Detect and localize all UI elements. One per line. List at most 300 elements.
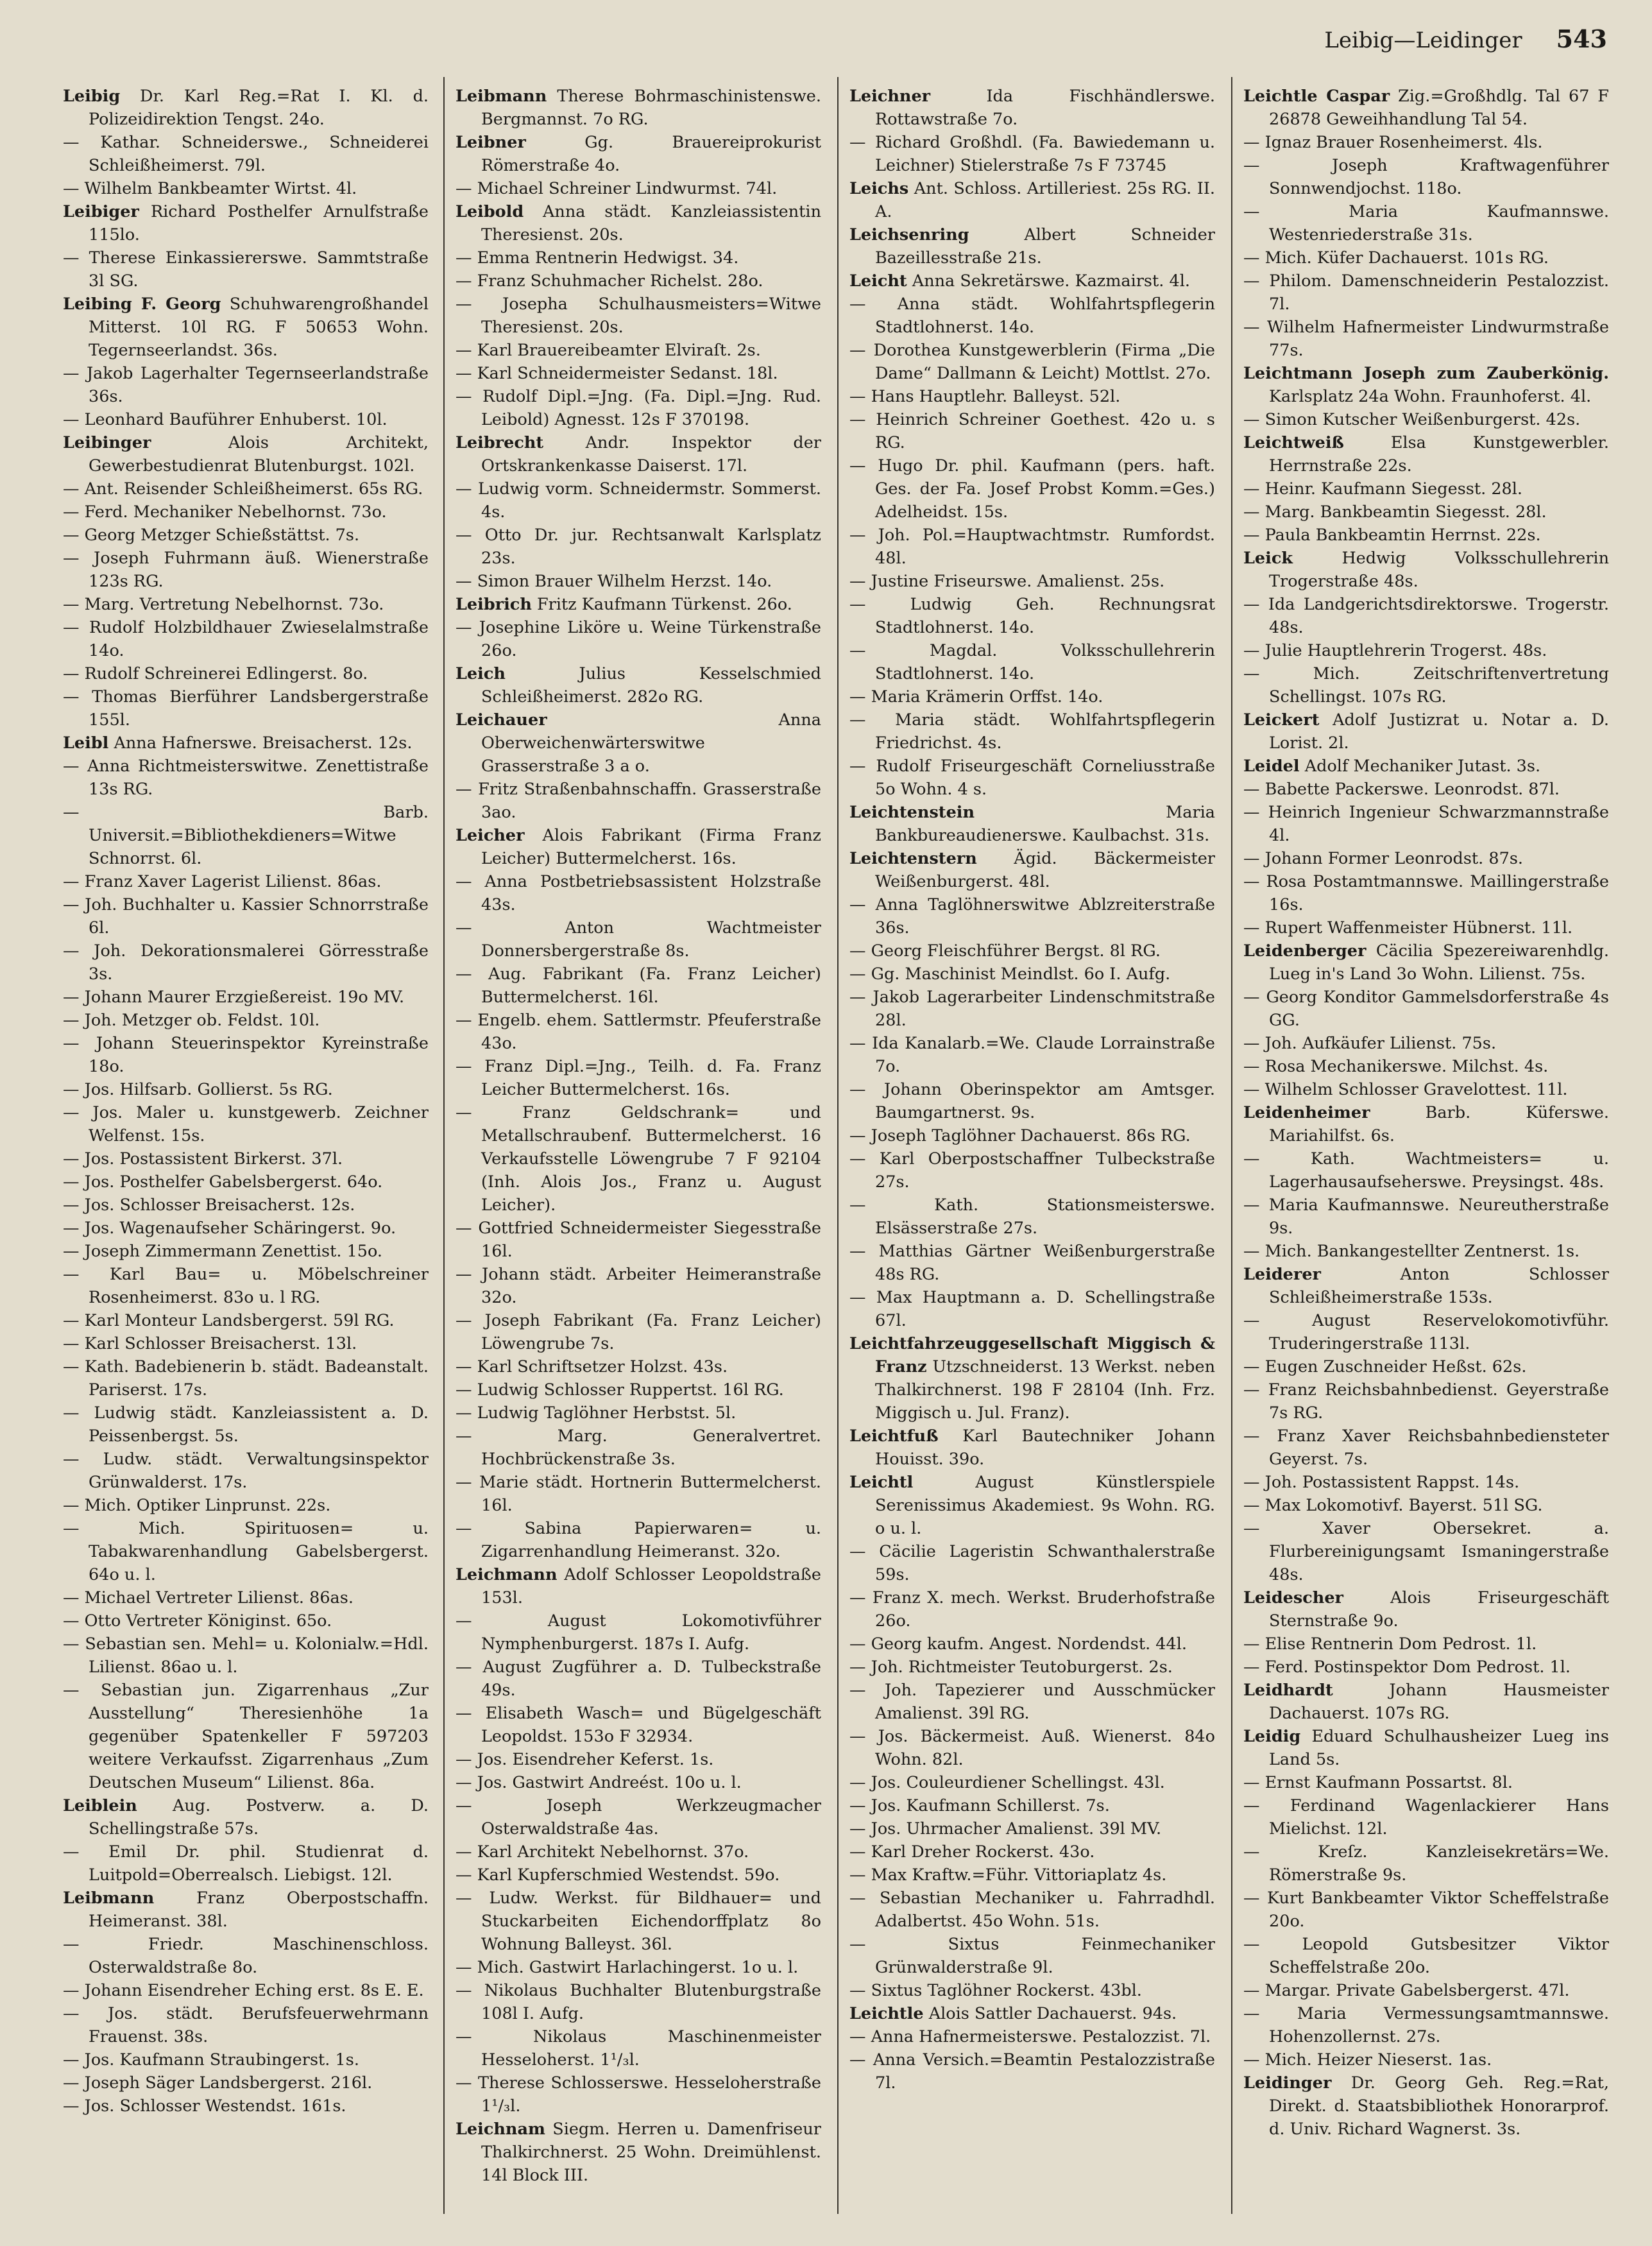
entry-text: — Wilhelm Bankbeamter Wirtst. 4l. [63,179,357,198]
entry-text: — Maria Vermessungsamtmannswe. Hohenzollernst. 27s. [1243,2004,1609,2046]
entry-text: — Karl Schneidermeister Sedanst. 18l. [456,364,778,383]
entry-text: — Mich. Gastwirt Harlachingerst. 1o u. l. [456,1958,799,1977]
entry-text: — Hans Hauptlehr. Balleyst. 52l. [849,387,1121,406]
directory-entry [456,1794,821,1840]
directory-entry [849,1425,1215,1471]
directory-entry [1243,477,1609,501]
directory-entry [1243,1887,1609,1933]
directory-entry [849,1286,1215,1332]
directory-entry [1243,916,1609,939]
directory-entry [849,408,1215,454]
entry-text: — Karl Dreher Rockerst. 43o. [849,1842,1095,1862]
directory-entry [849,1124,1215,1147]
entry-text: — Joh. Postassistent Rappst. 14s. [1243,1473,1520,1492]
directory-entry [456,1979,821,2025]
entry-text: — Joseph Kraftwagenführer Sonnwendjochst. 118o. [1243,156,1609,198]
directory-entry [849,1840,1215,1864]
entry-text: — Kurt Bankbeamter Viktor Scheffelstraße 20o. [1243,1889,1609,1931]
entry-text: Adolf Justizrat u. Notar a. D. Lorist. 2l. [1269,710,1609,753]
directory-entry [456,1471,821,1517]
directory-entry [63,1679,429,1794]
directory-entry [849,524,1215,570]
entry-text: — Kathar. Schneiderswe., Schneiderei Schleißheimerst. 79l. [63,133,429,175]
entry-text: — Ida Kanalarb.=We. Claude Lorrainstraße 7o. [849,1034,1215,1076]
directory-entry [1243,408,1609,431]
directory-entry [1243,2048,1609,2071]
entry-text: — Karl Bau= u. Möbelschreiner Rosenheimerst. 83o u. l RG. [63,1265,429,1307]
directory-entry [456,1055,821,1101]
entry-text: Ägid. Bäckermeister Weißenburgerst. 48l. [875,849,1215,891]
directory-entry [1243,801,1609,847]
entry-text: — Joh. Richtmeister Teutoburgerst. 2s. [849,1658,1173,1677]
entry-surname: Leidenheimer [1243,1103,1370,1122]
entry-text: — Mich. Spirituosen= u. Tabakwarenhandlung Gabelsbergerst. 64o u. l. [63,1519,429,1584]
entry-text: — Ferd. Mechaniker Nebelhornst. 73o. [63,502,387,522]
entry-text: — Matthias Gärtner Weißenburgerstraße 48s RG. [849,1242,1215,1284]
directory-entry [1243,154,1609,200]
directory-entry [456,131,821,177]
entry-text: — Marg. Vertretung Nebelhornst. 73o. [63,595,384,614]
directory-entry [1243,1494,1609,1517]
directory-entry [456,177,821,200]
entry-text: — Karl Architekt Nebelhornst. 37o. [456,1842,749,1862]
entry-text: — Rudolf Dipl.=Jng. (Fa. Dipl.=Jng. Rud. Leibold) Agnesst. 12s F 370198. [456,387,821,429]
entry-text: — Cäcilie Lageristin Schwanthalerstraße 59s. [849,1542,1215,1584]
directory-entry [849,755,1215,801]
entry-text: Eduard Schulhausheizer Lueg ins Land 5s. [1269,1727,1609,1769]
entry-surname: Leiderer [1243,1265,1321,1284]
entry-text: — Jakob Lagerhalter Tegernseerlandstraße 36s. [63,364,429,406]
directory-entry [456,708,821,778]
directory-entry [456,824,821,870]
column-rule [1231,77,1232,2214]
entry-surname: Leichtfuß [849,1427,939,1446]
entry-text: — Ludw. städt. Verwaltungsinspektor Grünwalderst. 17s. [63,1450,429,1492]
entry-text: — Joseph Säger Landsbergerst. 216l. [63,2073,373,2093]
entry-text: — Ludwig Geh. Rechnungsrat Stadtlohnerst. 14o. [849,595,1215,637]
directory-entry [456,570,821,593]
entry-text: — Hugo Dr. phil. Kaufmann (pers. haft. Ges. der Fa. Josef Probst Komm.=Ges.) Adelheidst. 15s. [849,456,1215,522]
entry-surname: Leibmann [63,1889,155,1908]
directory-entry [63,362,429,408]
entry-text: — Friedr. Maschinenschloss. Osterwaldstraße 8o. [63,1935,429,1977]
directory-entry [1243,1794,1609,1840]
directory-entry [1243,1933,1609,1979]
entry-text: — Nikolaus Buchhalter Blutenburgstraße 108l I. Aufg. [456,1981,821,2023]
entry-surname: Leichtenstein [849,803,975,822]
directory-entry [63,1032,429,1078]
entry-text: — Johann Steuerinspektor Kyreinstraße 18o. [63,1034,429,1076]
entry-text: — Simon Brauer Wilhelm Herzst. 14o. [456,572,772,591]
directory-entry [63,1633,429,1679]
directory-entry [1243,1840,1609,1887]
directory-entry [1243,1517,1609,1586]
entry-text: — Wilhelm Hafnermeister Lindwurmstraße 77s. [1243,318,1609,360]
directory-entry [63,1933,429,1979]
directory-entry [63,1402,429,1448]
entry-text: — Rudolf Schreinerei Edlingerst. 8o. [63,664,368,683]
directory-entry [849,1864,1215,1887]
directory-entry [456,477,821,524]
entry-surname: Leichnam [456,2120,545,2139]
directory-entry [1243,1240,1609,1263]
directory-entry [63,1101,429,1147]
directory-entry [849,1771,1215,1794]
directory-entry [1243,501,1609,524]
directory-entry [456,1887,821,1956]
entry-text: — Anna städt. Wohlfahrtspflegerin Stadtlohnerst. 14o. [849,295,1215,337]
entry-surname: Leidel [1243,757,1300,776]
directory-entry [63,131,429,177]
entry-text: — Rosa Postamtmannswe. Maillingerstraße 16s. [1243,872,1609,914]
entry-text: — Thomas Bierführer Landsbergerstraße 155l. [63,687,429,730]
entry-text: — Karl Oberpostschaffner Tulbeckstraße 27s. [849,1149,1215,1192]
directory-entry [63,1586,429,1609]
entry-text: Maria Bankbureaudienerswe. Kaulbachst. 31s. [875,803,1215,845]
directory-entry [1243,1725,1609,1771]
entry-text: Siegm. Herren u. Damenfriseur Thalkirchnerst. 25 Wohn. Dreimühlenst. 14l Block III. [481,2120,821,2185]
entry-text: — Michael Schreiner Lindwurmst. 74l. [456,179,778,198]
entry-text: — Jos. städt. Berufsfeuerwehrmann Frauenst. 38s. [63,2004,429,2046]
entry-text: — Therese Einkassiererswe. Sammtstraße 3l SG. [63,248,429,291]
directory-entry [1243,200,1609,246]
entry-surname: Leidhardt [1243,1681,1333,1700]
directory-entry [849,223,1215,270]
entry-text: — Karl Schriftsetzer Holzst. 43s. [456,1357,728,1376]
directory-entry [849,1586,1215,1633]
entry-text: — Sixtus Taglöhner Rockerst. 43bl. [849,1981,1142,2000]
entry-text: Andr. Inspektor der Ortskrankenkasse Daiserst. 17l. [481,433,821,476]
entry-surname: Leibing F. Georg [63,295,221,314]
entry-text: — Ludwig Taglöhner Herbstst. 5l. [456,1403,737,1423]
directory-entry [849,131,1215,177]
entry-text: Adolf Schlosser Leopoldstraße 153l. [481,1565,821,1607]
entry-text: — Kath. Stationsmeisterswe. Elsässerstraße 27s. [849,1196,1215,1238]
directory-entry [63,1887,429,1933]
entry-surname: Leidescher [1243,1588,1343,1607]
directory-entry [63,893,429,939]
directory-entry [63,1217,429,1240]
directory-entry [63,986,429,1009]
entry-surname: Leichmann [456,1565,558,1584]
directory-entry [456,1309,821,1355]
entry-surname: Leich [456,664,506,683]
entry-text: Dr. Georg Geh. Reg.=Rat, Direkt. d. Staatsbibliothek Honorarprof. d. Univ. Richard Wagnerst. 3s. [1269,2073,1609,2139]
entry-text: — Johann Maurer Erzgießereist. 19o MV. [63,988,405,1007]
entry-text: — Joh. Tapezierer und Ausschmücker Amalienst. 39l RG. [849,1681,1215,1723]
directory-entry [1243,870,1609,916]
entry-surname: Leiblein [63,1796,137,1815]
entry-text: — Justine Friseurswe. Amalienst. 25s. [849,572,1165,591]
directory-entry [1243,1309,1609,1355]
directory-entry [1243,1355,1609,1378]
entry-text: — Simon Kutscher Weißenburgerst. 42s. [1243,410,1581,429]
entry-text: — Joh. Buchhalter u. Kassier Schnorrstraße 6l. [63,895,429,938]
entry-text: — Max Hauptmann a. D. Schellingstraße 67l. [849,1288,1215,1330]
directory-entry [63,1840,429,1887]
directory-entry [849,293,1215,339]
entry-text: Anna Sekretärswe. Kazmairst. 4l. [912,271,1190,291]
directory-entry [849,1194,1215,1240]
entry-text: — Joseph Fabrikant (Fa. Franz Leicher) Löwengrube 7s. [456,1311,821,1353]
entry-text: Julius Kesselschmied Schleißheimerst. 282o RG. [481,664,821,707]
entry-text: — Ferdinand Wagenlackierer Hans Mielichst. 12l. [1243,1796,1609,1839]
directory-entry [1243,755,1609,778]
entry-text: — Barb. Universit.=Bibliothekdieners=Witwe Schnorrst. 6l. [63,803,429,868]
directory-entry [456,1771,821,1794]
column-rule [443,77,445,2214]
entry-text: — Emma Rentnerin Hedwigst. 34. [456,248,739,268]
directory-entry [63,801,429,870]
entry-text: — August Lokomotivführer Nymphenburgerst. 187s I. Aufg. [456,1611,821,1654]
entry-text: Ant. Schloss. Artilleriest. 25s RG. II. A. [875,179,1215,221]
entry-surname: Leick [1243,549,1293,568]
entry-surname: Leibrich [456,595,532,614]
entry-text: — Otto Dr. jur. Rechtsanwalt Karlsplatz 23s. [456,526,821,568]
entry-text: — Therese Schlosserswe. Hesseloherstraße 1¹/₃l. [456,2073,821,2116]
directory-entry [1243,778,1609,801]
entry-text: — Aug. Fabrikant (Fa. Franz Leicher) Buttermelcherst. 16l. [456,964,821,1007]
entry-text: Utzschneiderst. 13 Werkst. neben Thalkirchnerst. 198 F 28104 (Inh. Frz. Miggisch u. Jul. Franz). [875,1357,1215,1423]
entry-text: — Leopold Gutsbesitzer Viktor Scheffelstraße 20o. [1243,1935,1609,1977]
directory-entry [1243,1656,1609,1679]
entry-text: — Dorothea Kunstgewerblerin (Firma „Die Dame“ Dallmann & Leicht) Mottlst. 27o. [849,341,1215,383]
directory-entry [849,1078,1215,1124]
entry-text: Alois Architekt, Gewerbestudienrat Blutenburgst. 102l. [89,433,429,476]
directory-entry [1243,316,1609,362]
directory-entry [1243,1078,1609,1101]
entry-text: Fritz Kaufmann Türkenst. 26o. [536,595,792,614]
entry-text: — Ant. Reisender Schleißheimerst. 65s RG. [63,479,423,499]
entry-text: — Max Lokomotivf. Bayerst. 51l SG. [1243,1496,1543,1515]
directory-entry [1243,270,1609,316]
directory-entry [63,408,429,431]
entry-text: Dr. Karl Reg.=Rat I. Kl. d. Polizeidirektion Tengst. 24o. [89,87,429,129]
directory-entry [1243,593,1609,639]
entry-text: — Paula Bankbeamtin Herrnst. 22s. [1243,526,1541,545]
entry-text: — Georg Fleischführer Bergst. 8l RG. [849,941,1161,961]
entry-surname: Leichtweiß [1243,433,1344,452]
entry-text: — Joh. Aufkäufer Lilienst. 75s. [1243,1034,1497,1053]
column-1 [63,85,429,2222]
directory-entry [1243,246,1609,270]
entry-text: — Joseph Fuhrmann äuß. Wienerstraße 123s RG. [63,549,429,591]
directory-entry [63,1147,429,1170]
entry-text: — Engelb. ehem. Sattlermstr. Pfeuferstraße 43o. [456,1011,821,1053]
entry-surname: Leicher [456,826,525,845]
directory-entry [1243,131,1609,154]
entry-surname: Leichauer [456,710,547,730]
directory-entry [63,662,429,685]
directory-entry [63,732,429,755]
directory-entry [456,339,821,362]
directory-entry [849,85,1215,131]
directory-entry [456,1656,821,1702]
directory-entry [63,939,429,986]
directory-entry [63,1355,429,1402]
entry-text: — Jos. Bäckermeist. Auß. Wienerst. 84o Wohn. 82l. [849,1727,1215,1769]
directory-entry [63,177,429,200]
entry-text: — August Zugführer a. D. Tulbeckstraße 49s. [456,1658,821,1700]
directory-entry [1243,1101,1609,1147]
entry-text: — Mich. Zeitschriftenvertretung Schellingst. 107s RG. [1243,664,1609,707]
directory-entry [63,246,429,293]
entry-text: — Rosa Mechanikerswe. Milchst. 4s. [1243,1057,1549,1076]
entry-text: — Mich. Optiker Linprunst. 22s. [63,1496,331,1515]
entry-text: — Richard Großhdl. (Fa. Bawiedemann u. Leichner) Stielerstraße 7s F 73745 [849,133,1215,175]
directory-entry [849,1979,1215,2002]
entry-text: — Karl Brauereibeamter Elviraſt. 2s. [456,341,761,360]
directory-entry [456,1748,821,1771]
directory-entry [1243,939,1609,986]
directory-entry [63,1448,429,1494]
entry-text: — Jos. Postassistent Birkerst. 37l. [63,1149,343,1169]
directory-entry [63,1332,429,1355]
directory-entry [63,593,429,616]
entry-text: — Babette Packerswe. Leonrodst. 87l. [1243,780,1560,799]
directory-entry [63,547,429,593]
entry-text: — Rudolf Holzbildhauer Zwieselalmstraße 14o. [63,618,429,660]
entry-text: — Johann städt. Arbeiter Heimeranstraße 32o. [456,1265,821,1307]
entry-text: — Jos. Gastwirt Andreést. 10o u. l. [456,1773,742,1792]
entry-surname: Leichs [849,179,909,198]
entry-text: — Marg. Generalvertret. Hochbrückenstraße 3s. [456,1427,821,1469]
entry-text: — Sebastian jun. Zigarrenhaus „Zur Ausstellung“ Theresienhöhe 1a gegenüber Spatenkeller F 597203 weitere Verkaufsst. Zigarrenhaus „Zum Deutschen Museum“ Lilienst. 86a. [63,1681,429,1792]
directory-entry [456,1101,821,1217]
entry-text: — Johann Eisendreher Eching erst. 8s E. E. [63,1981,424,2000]
entry-text: — Franz X. mech. Werkst. Bruderhofstraße 26o. [849,1588,1215,1631]
entry-text: — Heinrich Schreiner Goethest. 42o u. s RG. [849,410,1215,452]
directory-entry [456,2025,821,2071]
entry-text: — Joh. Dekorationsmalerei Görresstraße 3s. [63,941,429,984]
directory-entry [1243,1471,1609,1494]
entry-text: August Künstlerspiele Serenissimus Akademiest. 9s Wohn. RG. o u. l. [875,1473,1215,1538]
directory-entry [1243,1771,1609,1794]
entry-text: Hedwig Volksschullehrerin Trogerstraße 48s. [1269,549,1609,591]
directory-entry [63,1009,429,1032]
entry-text: — Xaver Obersekret. a. Flurbereinigungsamt Ismaningerstraße 48s. [1243,1519,1609,1584]
directory-entry [1243,1055,1609,1078]
entry-text: Alois Fabrikant (Firma Franz Leicher) Buttermelcherst. 16s. [481,826,821,868]
entry-text: — Jos. Couleurdiener Schellingst. 43l. [849,1773,1165,1792]
entry-text: — Elise Rentnerin Dom Pedrost. 1l. [1243,1634,1537,1654]
entry-text: — Margar. Private Gabelsbergerst. 47l. [1243,1981,1570,2000]
entry-text: — Kath. Wachtmeisters= u. Lagerhausaufseherswe. Preysingst. 48s. [1243,1149,1609,1192]
directory-entry [1243,662,1609,708]
entry-text: — Ferd. Postinspektor Dom Pedrost. 1l. [1243,1658,1571,1677]
directory-entry [63,1309,429,1332]
entry-text: Anton Schlosser Schleißheimerstraße 153s. [1269,1265,1609,1307]
directory-entry [1243,1633,1609,1656]
directory-entry [1243,2071,1609,2141]
entry-text: — Mich. Bankangestellter Zentnerst. 1s. [1243,1242,1580,1261]
directory-entry [63,1078,429,1101]
directory-entry [1243,1032,1609,1055]
directory-entry [1243,547,1609,593]
entry-text: — Johann Former Leonrodst. 87s. [1243,849,1524,868]
entry-text: — Kreſz. Kanzleisekretärs=We. Römerstraße 9s. [1243,1842,1609,1885]
directory-entry [849,1147,1215,1194]
directory-entry [456,616,821,662]
entry-text: — Karl Monteur Landsbergerst. 59l RG. [63,1311,395,1330]
directory-entry [849,1032,1215,1078]
entry-text: — Wilhelm Schlosser Gravelottest. 11l. [1243,1080,1568,1099]
directory-entry [456,85,821,131]
directory-entry [849,708,1215,755]
entry-surname: Leichtenstern [849,849,977,868]
entry-text: Johann Hausmeister Dachauerst. 107s RG. [1269,1681,1609,1723]
entry-text: — Emil Dr. phil. Studienrat d. Luitpold=Oberrealsch. Liebigst. 12l. [63,1842,429,1885]
directory-entry [849,1794,1215,1817]
entry-surname: Leichtl [849,1473,914,1492]
entry-text: Zig.=Großhdlg. Tal 67 F 26878 Geweihhandlung Tal 54. [1269,87,1609,129]
directory-entry [456,1517,821,1563]
entry-text: — Max Kraftw.=Führ. Vittoriaplatz 4s. [849,1865,1167,1885]
entry-surname: Leibig [63,87,121,106]
entry-text: — Ignaz Brauer Rosenheimerst. 4ls. [1243,133,1543,152]
entry-surname: Leicht [849,271,907,291]
directory-entry [1243,1147,1609,1194]
column-2 [456,85,821,2222]
directory-entry [1243,431,1609,477]
entry-text: — Sebastian Mechaniker u. Fahrradhdl. Adalbertst. 45o Wohn. 51s. [849,1889,1215,1931]
entry-surname: Leidinger [1243,2073,1332,2093]
entry-text: — Jos. Hilfsarb. Gollierst. 5s RG. [63,1080,333,1099]
directory-entry [456,963,821,1009]
directory-entry [456,2071,821,2118]
entry-text: — Eugen Zuschneider Heßst. 62s. [1243,1357,1527,1376]
directory-entry [849,939,1215,963]
directory-entry [456,1840,821,1864]
page-number: 543 [1556,24,1607,53]
directory-entry [849,639,1215,685]
entry-text: — Josepha Schulhausmeisters=Witwe Theresienst. 20s. [456,295,821,337]
entry-text: — Jos. Posthelfer Gabelsbergerst. 64o. [63,1172,383,1192]
entry-text: — Anton Wachtmeister Donnersbergerstraße 8s. [456,918,821,961]
directory-entry [63,2002,429,2048]
directory-entry [849,1633,1215,1656]
entry-surname: Leibinger [63,433,151,452]
entry-text: — Georg Metzger Schießstättst. 7s. [63,526,360,545]
directory-entry [456,200,821,246]
directory-entry [1243,2002,1609,2048]
entry-text: Adolf Mechaniker Jutast. 3s. [1304,757,1541,776]
entry-text: — Sabina Papierwaren= u. Zigarrenhandlung Heimeranst. 32o. [456,1519,821,1561]
directory-entry [63,1170,429,1194]
entry-text: — Ludwig Schlosser Ruppertst. 16l RG. [456,1380,784,1400]
entry-text: — Joseph Zimmermann Zenettist. 15o. [63,1242,383,1261]
entry-text: — Josephine Liköre u. Weine Türkenstraße 26o. [456,618,821,660]
entry-text: — Marg. Bankbeamtin Siegesst. 28l. [1243,502,1547,522]
directory-entry [1243,1378,1609,1425]
entry-text: — Nikolaus Maschinenmeister Hesseloherst. 1¹/₃l. [456,2027,821,2070]
entry-text: — Rupert Waffenmeister Hübnerst. 11l. [1243,918,1573,938]
entry-text: — Joseph Taglöhner Dachauerst. 86s RG. [849,1126,1191,1145]
directory-entry [849,801,1215,847]
directory-entry [456,1609,821,1656]
entry-text: — Franz Geldschrank= und Metallschraubenf. Buttermelcherst. 16 Verkaufsstelle Löwengrube 7 F 92104 (Inh. Alois Jos., Franz u. August Leicher). [456,1103,821,1215]
entry-text: Elsa Kunstgewerbler. Herrnstraße 22s. [1269,433,1609,476]
entry-text: — Leonhard Bauführer Enhuberst. 10l. [63,410,387,429]
directory-entry [1243,1194,1609,1240]
entry-text: — Maria Krämerin Orffst. 14o. [849,687,1103,707]
entry-text: — Anna Versich.=Beamtin Pestalozzistraße 7l. [849,2050,1215,2093]
entry-text: — Ida Landgerichtsdirektorswe. Trogerstr. 48s. [1243,595,1609,637]
entry-surname: Leichtmann Joseph zum Zauberkönig. [1243,364,1609,383]
directory-entry [849,593,1215,639]
directory-entry [456,1355,821,1378]
directory-entry [1243,1679,1609,1725]
